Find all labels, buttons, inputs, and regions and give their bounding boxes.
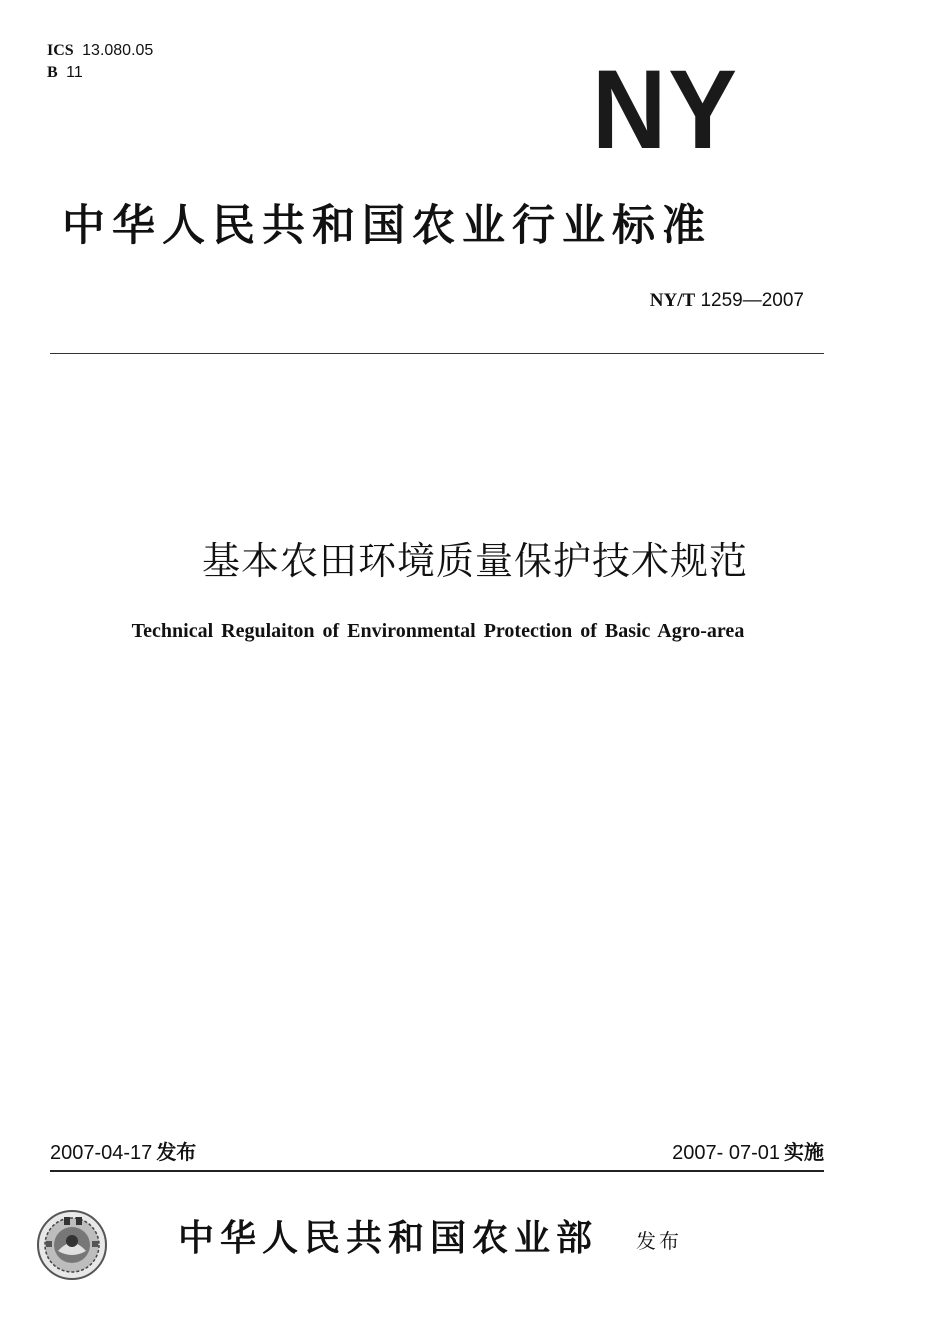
issue-date-label: 发布 [156,1140,197,1164]
ccs-label: B [47,64,58,81]
ics-label: ICS [47,42,74,59]
implement-date [672,1136,824,1165]
issue-date [50,1136,196,1165]
standard-category-title: 中华人民共和国农业行业标准 [62,201,712,251]
ics-line [47,40,153,62]
ccs-code: 11 [66,64,83,81]
standard-code [650,290,804,312]
implement-date-label: 实施 [784,1140,824,1164]
standard-number: 1259—2007 [700,290,804,311]
ny-logo: NY [592,47,739,172]
ccs-line [47,62,153,84]
document-title-cn: 基本农田环境质量保护技术规范 [201,539,748,583]
header-divider [50,353,824,354]
national-emblem-icon [34,1207,110,1283]
ics-code: 13.080.05 [82,42,154,59]
issue-date-value: 2007-04-17 [50,1142,153,1164]
issuing-ministry: 中华人民共和国农业部 [178,1217,599,1259]
publish-label: 发布 [636,1229,682,1253]
standard-prefix: NY/T [649,290,696,311]
implement-date-value: 2007- 07-01 [672,1142,780,1164]
ics-classification [47,40,153,84]
footer-divider [50,1170,824,1172]
document-title-en: Technical Regulaiton of Environmental Protection of Basic Agro-area [131,620,745,642]
